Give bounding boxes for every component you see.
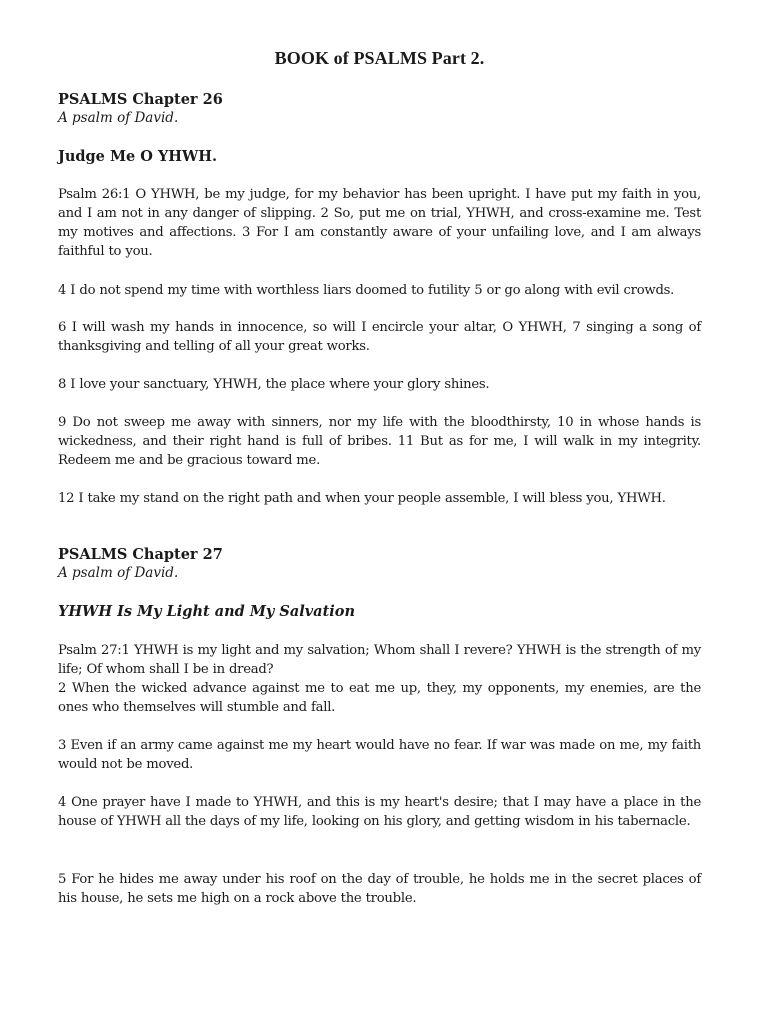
chapter-26-heading: PSALMS Chapter 26 <box>58 91 223 108</box>
chapter-26-paragraph-2: 4 I do not spend my time with worthless liars doomed to futility 5 or go along with evil crowds. <box>58 283 675 298</box>
chapter-27-paragraph-5: 5 For he hides me away under his roof on the day of trouble, he holds me in the secret places of his house, he sets me high on a rock above the trouble. <box>58 872 701 906</box>
chapter-26-section-title: Judge Me O YHWH. <box>58 148 218 165</box>
chapter-27-section-title: YHWH Is My Light and My Salvation <box>58 603 355 620</box>
chapter-26-subtitle: A psalm of David. <box>58 110 179 126</box>
document-title: BOOK of PSALMS Part 2. <box>274 48 485 68</box>
chapter-27-subtitle: A psalm of David. <box>58 565 179 581</box>
chapter-26-paragraph-1: Psalm 26:1 O YHWH, be my judge, for my behavior has been upright. I have put my faith in you, and I am not in any danger of slipping. 2 So, put me on trial, YHWH, and cross-examine me. Test my motives and affections. 3 For I am constantly aware of your unfailing love, and I am always faithful to you. <box>58 187 701 259</box>
chapter-26-paragraph-5: 9 Do not sweep me away with sinners, nor my life with the bloodthirsty, 10 in whose hands is wickedness, and their right hand is full of bribes. 11 But as for me, I will walk in my integrity. Redeem me and be gracious toward me. <box>58 415 701 468</box>
chapter-26-paragraph-3: 6 I will wash my hands in innocence, so will I encircle your altar, O YHWH, 7 singing a song of thanksgiving and telling of all your great works. <box>58 320 701 354</box>
chapter-27-paragraph-1: Psalm 27:1 YHWH is my light and my salvation; Whom shall I revere? YHWH is the strength of my life; Of whom shall I be in dread? <box>58 643 701 677</box>
chapter-27-paragraph-2: 2 When the wicked advance against me to eat me up, they, my opponents, my enemies, are the ones who themselves will stumble and fall. <box>58 681 701 715</box>
chapter-26-paragraph-6: 12 I take my stand on the right path and when your people assemble, I will bless you, YHWH. <box>58 491 666 506</box>
chapter-27-paragraph-4: 4 One prayer have I made to YHWH, and this is my heart's desire; that I may have a place in the house of YHWH all the days of my life, looking on his glory, and getting wisdom in his tabernacle. <box>58 795 701 829</box>
chapter-27-heading: PSALMS Chapter 27 <box>58 546 223 563</box>
chapter-26-header <box>58 90 701 128</box>
chapter-26-paragraph-4: 8 I love your sanctuary, YHWH, the place where your glory shines. <box>58 377 490 392</box>
chapter-27-paragraph-3: 3 Even if an army came against me my heart would have no fear. If war was made on me, my faith would not be moved. <box>58 738 701 772</box>
chapter-27-header <box>58 545 701 583</box>
